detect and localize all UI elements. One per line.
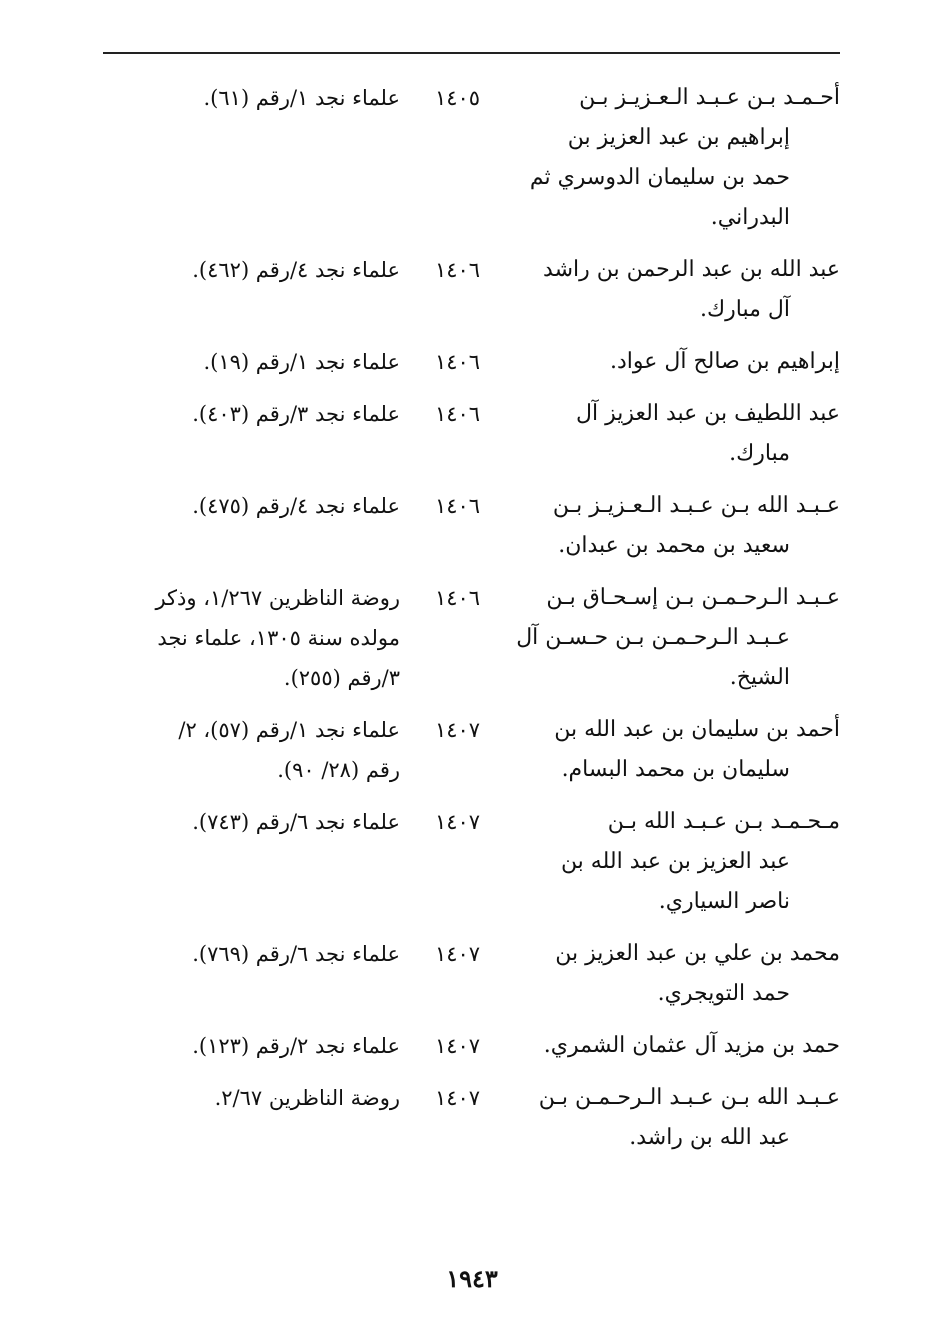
entry-name-line: مـحـمـد بـن عـبـد الله بـن — [607, 809, 840, 834]
entry-name-line: عبد اللطيف بن عبد العزيز آل — [576, 401, 840, 426]
entry-source-line: علماء نجد ٤/رقم (٤٦٢). — [192, 258, 400, 282]
entry-row — [100, 486, 840, 566]
entry-source-line: علماء نجد ٢/رقم (١٢٣). — [192, 1034, 400, 1058]
entry-year: ١٤٠٧ — [434, 718, 481, 742]
entry-name — [505, 578, 840, 698]
entry-name-line: عبد العزيز بن عبد الله بن — [560, 849, 790, 874]
entry-name-line: أحـمـد بـن عـبـد الـعـزيـز بـن — [579, 85, 840, 110]
entry-source-line: علماء نجد ٣/رقم (٤٠٣). — [192, 402, 400, 426]
entry-source — [100, 78, 410, 118]
entry-source-line: ٣/رقم (٢٥٥). — [283, 666, 400, 690]
entry-name-line: حمد بن مزيد آل عثمان الشمري. — [543, 1033, 840, 1058]
entry-source-line: روضة الناظرين ٢/٦٧. — [214, 1086, 400, 1110]
entry-name-line: محمد بن علي بن عبد العزيز بن — [555, 941, 840, 966]
entry-source — [100, 1026, 410, 1066]
entry-source-line: روضة الناظرين ١/٢٦٧، وذكر — [155, 586, 400, 610]
entry-name-line: عبد الله بن عبد الرحمن بن راشد — [543, 257, 840, 282]
entry-source-line: مولده سنة ١٣٠٥، علماء نجد — [157, 626, 400, 650]
entry-name-line: مبارك. — [729, 441, 790, 466]
entry-name — [505, 710, 840, 790]
entry-row — [100, 1026, 840, 1066]
entry-row — [100, 78, 840, 238]
entry-row — [100, 250, 840, 330]
entry-name-line: إبراهيم بن عبد العزيز بن — [567, 125, 790, 150]
entry-year: ١٤٠٦ — [434, 350, 481, 374]
entry-name — [505, 802, 840, 922]
entry-year: ١٤٠٧ — [434, 942, 481, 966]
entry-name — [505, 78, 840, 238]
entry-source — [100, 1078, 410, 1118]
entry-name-line: آل مبارك. — [700, 297, 790, 322]
entry-year: ١٤٠٦ — [434, 586, 481, 610]
entry-year: ١٤٠٦ — [434, 258, 481, 282]
entry-name-line: البدراني. — [710, 205, 790, 230]
entry-source — [100, 250, 410, 290]
entry-row — [100, 1078, 840, 1158]
entry-name — [505, 486, 840, 566]
entry-source — [100, 710, 410, 790]
entry-row — [100, 578, 840, 698]
entry-source — [100, 934, 410, 974]
top-rule — [103, 52, 840, 54]
entry-source — [100, 578, 410, 698]
entry-row — [100, 802, 840, 922]
page-number: ١٩٤٣ — [446, 1264, 498, 1293]
entry-name-line: عـبـد الله بـن عـبـد الـرحـمـن بـن — [538, 1085, 840, 1110]
entry-name-line: عـبـد الـرحـمـن بـن إسـحـاق بـن — [546, 585, 840, 610]
entry-year: ١٤٠٧ — [434, 1034, 481, 1058]
entry-source-line: علماء نجد ٦/رقم (٧٤٣). — [192, 810, 400, 834]
entry-row — [100, 934, 840, 1014]
entry-source-line: علماء نجد ١/رقم (٥٧)، ٢/ — [178, 718, 400, 742]
entry-name-line: حمد التويجري. — [657, 981, 790, 1006]
entry-year: ١٤٠٦ — [434, 402, 481, 426]
entry-source — [100, 486, 410, 526]
entry-name — [505, 394, 840, 474]
entry-source — [100, 394, 410, 434]
entry-name-line: الشيخ. — [729, 665, 790, 690]
entry-row — [100, 342, 840, 382]
entry-name-line: سليمان بن محمد البسام. — [561, 757, 790, 782]
entry-row — [100, 394, 840, 474]
entry-source — [100, 802, 410, 842]
entry-name-line: أحمد بن سليمان بن عبد الله بن — [554, 717, 840, 742]
entry-name-line: حمد بن سليمان الدوسري ثم — [529, 165, 790, 190]
entry-year: ١٤٠٧ — [434, 810, 481, 834]
entry-name — [505, 342, 840, 382]
entry-name — [505, 1078, 840, 1158]
entry-row — [100, 710, 840, 790]
entry-source-line: علماء نجد ١/رقم (١٩). — [203, 350, 400, 374]
entry-source-line: علماء نجد ٦/رقم (٧٦٩). — [192, 942, 400, 966]
entry-year: ١٤٠٦ — [434, 494, 481, 518]
entry-name-line: سعيد بن محمد بن عبدان. — [558, 533, 790, 558]
entry-name — [505, 250, 840, 330]
entry-name-line: عـبـد الـرحـمـن بـن حـسـن آل — [516, 625, 790, 650]
entry-source-line: علماء نجد ٤/رقم (٤٧٥). — [192, 494, 400, 518]
entry-year: ١٤٠٧ — [434, 1086, 481, 1110]
entry-source — [100, 342, 410, 382]
entry-name-line: عـبـد الله بـن عـبـد الـعـزيـز بـن — [552, 493, 840, 518]
entry-source-line: رقم (٢٨/ ٩٠). — [277, 758, 400, 782]
entry-source-line: علماء نجد ١/رقم (٦١). — [203, 86, 400, 110]
entry-year: ١٤٠٥ — [434, 86, 481, 110]
entry-name-line: ناصر السياري. — [658, 889, 790, 914]
entry-name — [505, 934, 840, 1014]
entry-name — [505, 1026, 840, 1066]
entry-name-line: إبراهيم بن صالح آل عواد. — [610, 349, 840, 374]
entry-name-line: عبد الله بن راشد. — [629, 1125, 790, 1150]
entries-list — [100, 78, 840, 1170]
